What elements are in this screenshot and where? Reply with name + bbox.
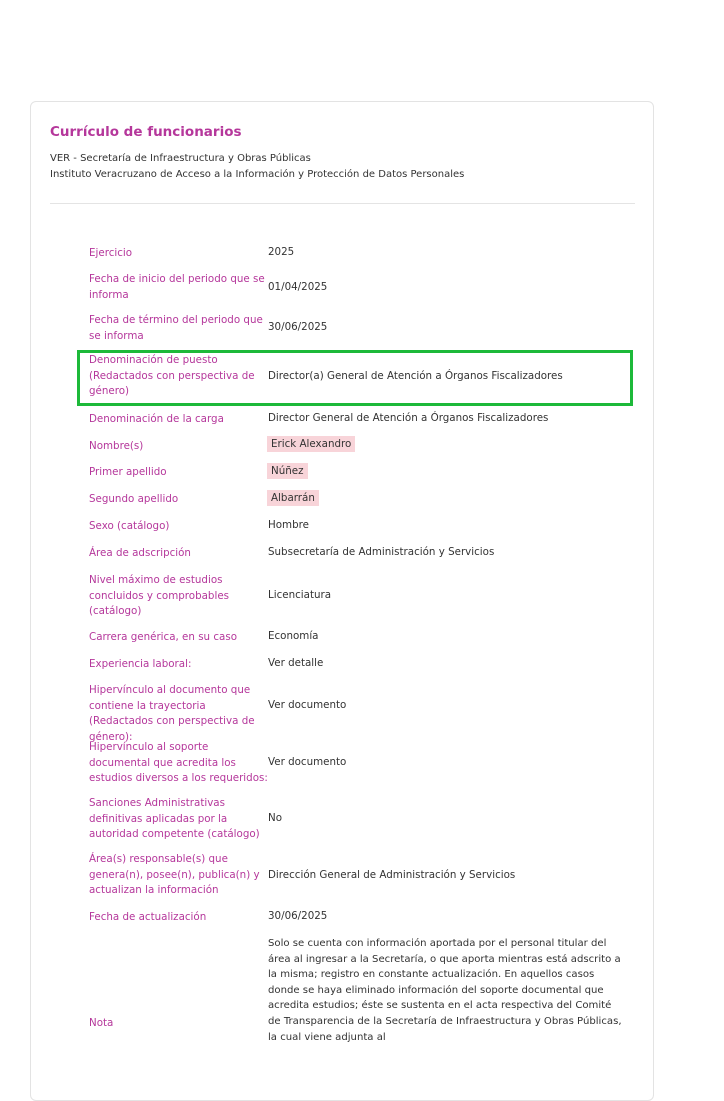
field-value-nota: Solo se cuenta con información aportada por el personal titular del área al ingresar a la Secretaría, o que aporta mientras está adscrito a la misma; registro en constante actualización. En aquellos casos donde se haya eliminado información del soporte documental que acredita estudios; éste se sustenta en el acta respectiva del Comité de Transparencia de la Secretaría de Infraestructura y Obras Públicas, la cual viene adjunta al bbox=[268, 938, 622, 1043]
field-value-primer-apellido: Núñez bbox=[267, 463, 308, 479]
ver-detalle-link[interactable]: Ver detalle bbox=[268, 657, 324, 669]
field-label-experiencia: Experiencia laboral: bbox=[89, 658, 192, 670]
page-title: Currículo de funcionarios bbox=[50, 124, 242, 140]
field-label-area-adscripcion: Área de adscripción bbox=[89, 547, 191, 559]
field-value-area-responsable: Dirección General de Administración y Servicios bbox=[268, 869, 516, 881]
header-divider bbox=[50, 203, 635, 204]
field-value-nombre: Erick Alexandro bbox=[267, 436, 355, 452]
field-label-primer-apellido: Primer apellido bbox=[89, 466, 167, 478]
field-value-nivel-estudios: Licenciatura bbox=[268, 589, 332, 601]
field-value-sexo: Hombre bbox=[268, 519, 309, 531]
field-label-sexo: Sexo (catálogo) bbox=[89, 520, 170, 532]
field-label-denominacion-puesto: Denominación de puesto (Redactados con perspectiva de género) bbox=[89, 354, 255, 397]
ver-documento-soporte-link[interactable]: Ver documento bbox=[268, 756, 347, 768]
field-label-hipervinculo-soporte: Hipervínculo al soporte documental que acredita los estudios diversos a los requeridos: bbox=[89, 741, 268, 784]
field-label-segundo-apellido: Segundo apellido bbox=[89, 493, 179, 505]
field-label-area-responsable: Área(s) responsable(s) que genera(n), posee(n), publica(n) y actualizan la información bbox=[89, 853, 260, 896]
ver-documento-trayectoria-link[interactable]: Ver documento bbox=[268, 699, 347, 711]
field-value-fecha-inicio: 01/04/2025 bbox=[268, 281, 328, 293]
field-label-carrera: Carrera genérica, en su caso bbox=[89, 631, 237, 643]
field-value-fecha-actualizacion: 30/06/2025 bbox=[268, 910, 328, 922]
institute-name: Instituto Veracruzano de Acceso a la Información y Protección de Datos Personales bbox=[50, 169, 465, 180]
highlight-box bbox=[77, 350, 633, 406]
field-value-sanciones: No bbox=[268, 812, 283, 824]
field-value-carrera: Economía bbox=[268, 630, 319, 642]
field-label-nota: Nota bbox=[89, 1017, 114, 1029]
field-label-nivel-estudios: Nivel máximo de estudios concluidos y comprobables (catálogo) bbox=[89, 574, 230, 617]
field-label-fecha-actualizacion: Fecha de actualización bbox=[89, 911, 207, 923]
field-value-segundo-apellido: Albarrán bbox=[267, 490, 319, 506]
field-value-area-adscripcion: Subsecretaría de Administración y Servicios bbox=[268, 546, 495, 558]
field-value-fecha-termino: 30/06/2025 bbox=[268, 321, 328, 333]
field-value-ejercicio: 2025 bbox=[268, 246, 295, 258]
agency-name: VER - Secretaría de Infraestructura y Obras Públicas bbox=[50, 153, 311, 164]
field-value-denominacion-carga: Director General de Atención a Órganos Fiscalizadores bbox=[268, 412, 549, 424]
field-label-ejercicio: Ejercicio bbox=[89, 247, 133, 259]
field-label-fecha-inicio: Fecha de inicio del periodo que se informa bbox=[89, 273, 265, 301]
field-label-nombre: Nombre(s) bbox=[89, 440, 144, 452]
field-label-denominacion-carga: Denominación de la carga bbox=[89, 413, 224, 425]
field-label-hipervinculo-trayectoria: Hipervínculo al documento que contiene la trayectoria (Redactados con perspectiva de género): bbox=[89, 684, 255, 743]
curriculum-card bbox=[30, 101, 654, 1101]
field-label-fecha-termino: Fecha de término del periodo que se informa bbox=[89, 314, 263, 342]
field-label-sanciones: Sanciones Administrativas definitivas aplicadas por la autoridad competente (catálogo) bbox=[89, 797, 260, 840]
field-value-denominacion-puesto: Director(a) General de Atención a Órganos Fiscalizadores bbox=[268, 370, 563, 382]
